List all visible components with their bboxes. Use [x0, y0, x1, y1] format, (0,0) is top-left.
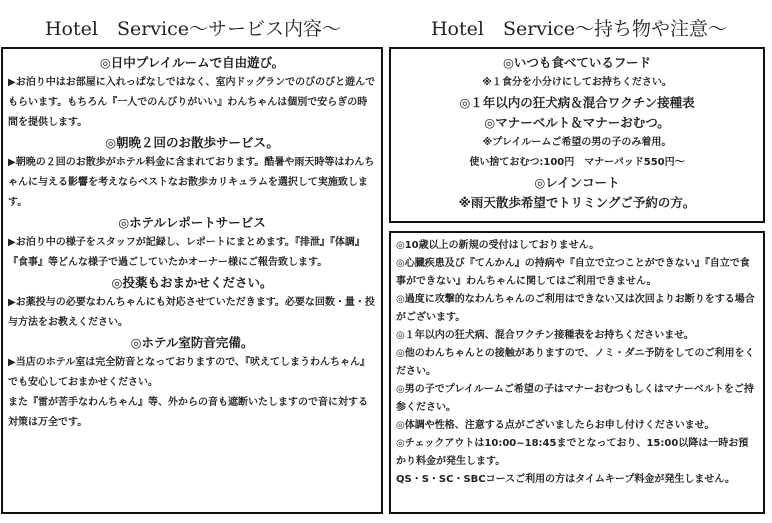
note-item: ◎過度に攻撃的なわんちゃんのご利用はできない又は次回よりお断りをする場合がございます。	[396, 294, 755, 323]
belongings-note: ※雨天散歩希望でトリミングご予約の方。	[458, 195, 696, 210]
note-item: ◎１年以内の狂犬病、混合ワクチン接種表をお持ちくださいませ。	[396, 330, 694, 341]
note-item: ◎他のわんちゃんとの接触がありますので、ノミ・ダニ予防をしてのご利用をください。	[396, 348, 755, 377]
service-title: ◎朝晩２回のお散歩サービス。	[105, 135, 279, 150]
belongings-item: ◎１年以内の狂犬病＆混合ワクチン接種表	[459, 95, 695, 110]
note-item: QS・S・SC・SBCコースご利用の方はタイムキープ料金が発生しません。	[396, 474, 736, 485]
service-section	[8, 273, 376, 333]
service-title: ◎投薬もおまかせください。	[111, 275, 273, 290]
services-heading: Hotel Service〜サービス内容〜	[44, 18, 341, 40]
service-section	[8, 133, 376, 213]
note-item: ◎10歳以上の新規の受付はしておりません。	[396, 240, 600, 251]
service-title: ◎ホテル室防音完備。	[130, 335, 254, 350]
belongings-item: ◎レインコート	[534, 175, 620, 190]
service-description: ▶お薬投与の必要なわんちゃんにも対応させていただきます。必要な回数・量・投与方法をお教えください。	[8, 297, 375, 328]
belongings-heading: Hotel Service〜持ち物や注意〜	[430, 18, 727, 40]
belongings-note: ※１食分を小分けにしてお持ちください。	[482, 77, 672, 88]
note-item: ◎男の子でプレイルームご希望の子はマナーおむつもしくはマナーベルトをご持参ください。	[396, 384, 754, 413]
service-section	[8, 333, 376, 433]
service-description: ▶お泊り中の様子をスタッフが記録し、レポートにまとめます。『排泄』『体調』『食事』等どんな様子で過ごしていたかオーナー様にご報告致します。	[8, 237, 365, 268]
service-section	[8, 213, 376, 273]
belongings-price: 使い捨ておむつ:100円 マナーパッド550円〜	[469, 157, 685, 168]
service-description: ▶当店のホテル室は完全防音となっておりますので、『吠えてしまうわんちゃん』でも安心しておまかせください。 また『雷が苦手なわんちゃん』等、外からの音も遮断いたしますので音に対する対策は万全です。	[8, 357, 370, 428]
service-section	[8, 53, 376, 133]
note-item: ◎心臓疾患及び『てんかん』の持病や『自立で立つことができない』『自立で食事ができない』わんちゃんに関してはご利用できません。	[396, 258, 750, 287]
service-description: ▶お泊り中はお部屋に入れっぱなしではなく、室内ドッグランでのびのびと遊んでもらいます。もちろん『一人でのんびりがいい』わんちゃんは個別で安らぎの時間を提供します。	[8, 77, 376, 128]
belongings-item: ◎マナーベルト＆マナーおむつ。	[484, 115, 670, 130]
notes-panel	[389, 231, 765, 514]
service-description: ▶朝晩の２回のお散歩がホテル料金に含まれております。酷暑や雨天時等はわんちゃんに与える影響を考えならベストなお散歩カリキュラムを選択して実施致します。	[8, 157, 375, 208]
note-item: ◎体調や性格、注意する点がございましたらお申し付けくださいませ。	[396, 420, 715, 431]
service-title: ◎ホテルレポートサービス	[118, 215, 266, 230]
belongings-note: ※プレイルームご希望の男の子のみ着用。	[482, 137, 672, 148]
note-item: ◎チェックアウトは10:00~18:45までとなっており、15:00以降は一時お預かり料金が発生します。	[396, 438, 749, 467]
service-title: ◎日中プレイルームで自由遊び。	[99, 55, 285, 70]
belongings-panel	[389, 47, 765, 223]
belongings-item: ◎いつも食べているフード	[502, 55, 652, 70]
services-panel	[1, 47, 383, 514]
